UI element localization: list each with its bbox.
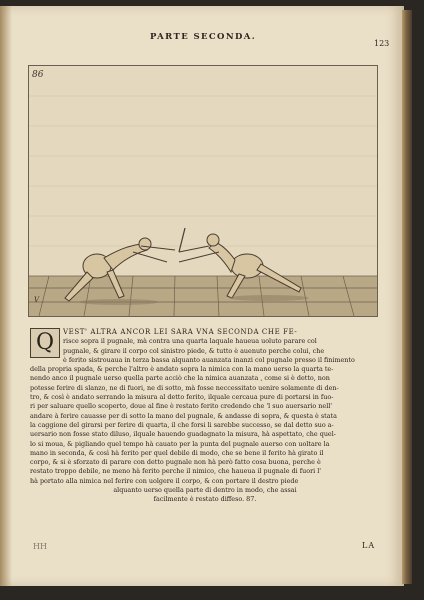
text-line: andare à ferire cauasse per di sotto la mano del pugnale, & andasse di sopra, & questa è stata: [30, 411, 337, 420]
plate-number: 86: [32, 70, 44, 80]
text-line: corpo, & si è sforzato di parare con detto pugnale non hà però fatto cosa buona, perche è: [30, 458, 321, 467]
opening-caps: VEST' ALTRA ANCOR LEI SARA VNA SECONDA CHE FE-: [63, 328, 298, 336]
text-line: la caggione del girarsi per ferire di quarta, il che forsi li sarebbe successo, se dal detto suo a-: [30, 420, 334, 429]
text-line: tro, & così è andato serrando la misura al detto ferito, ilquale cercaua pure di portarsi in fuo-: [30, 393, 334, 402]
text-line: pugnale, & girare il corpo col sinistro piede, & tutto è auenuto perche colui, che: [63, 346, 325, 355]
text-line: alquanto uerso quella parte di dentro in modo, che assai: [113, 486, 297, 495]
text-line: nendo anco il pugnale uerso quella parte acciò che la nimica auanzata , come si è detto, non: [30, 374, 330, 383]
engraving-illustration: [29, 66, 377, 316]
text-line: risce sopra il pugnale, mà contra una quarta laquale haueua uoluto parare col: [63, 337, 317, 346]
text-line: ri per saluare quello scoperto, doue al fine è restato ferito credendo che 'l suo auersario nell': [30, 402, 333, 411]
text-line: lo si moua, & pigliando quel tempo hà cauato per la punta del pugnale auerso con uoltare la: [30, 439, 330, 448]
drop-cap: Q: [30, 328, 60, 358]
text-line: hà portato alla nimica nel ferire con uolgere il corpo, & con portare il destro piede: [30, 476, 299, 485]
page-edge: [402, 10, 412, 584]
catchword: LA: [362, 541, 376, 550]
signature-mark: HH: [33, 542, 47, 551]
text-line: uersario non fosse stato diluso, ilquale hauendo guadagnato la misura, hà aspettato, che quel-: [30, 430, 336, 439]
text-line: è ferito sistrouaua in terza bassa alquanto auanzata inanzi col pugnale presso il finimento: [63, 355, 355, 364]
text-line: restato troppo debile, ne meno hà ferito perche il nimico, che haueua il pugnale di fuori l': [30, 467, 322, 476]
text-line: mano in seconda, & così hà ferito per quel debile di modo, che se bene il ferito hà girato il: [30, 448, 324, 457]
text-line: potesse ferire di slanzo, ne di fuori, ne di sotto, mà fosse neccessitato uenire solamente di den-: [30, 383, 339, 392]
body-text: [30, 328, 380, 505]
engraving-plate: [28, 65, 378, 317]
running-title: PARTE SECONDA.: [150, 32, 257, 42]
plate-corner-mark: V: [34, 296, 40, 304]
page-number: 123: [374, 39, 390, 48]
text-line: facilmente è restato diffeso. 87.: [153, 495, 257, 504]
page-gutter: [0, 6, 12, 586]
text-line: della propria spada, & perche l'altro è andato sopra la nimica con la mano uerso la quarta te-: [30, 365, 334, 374]
